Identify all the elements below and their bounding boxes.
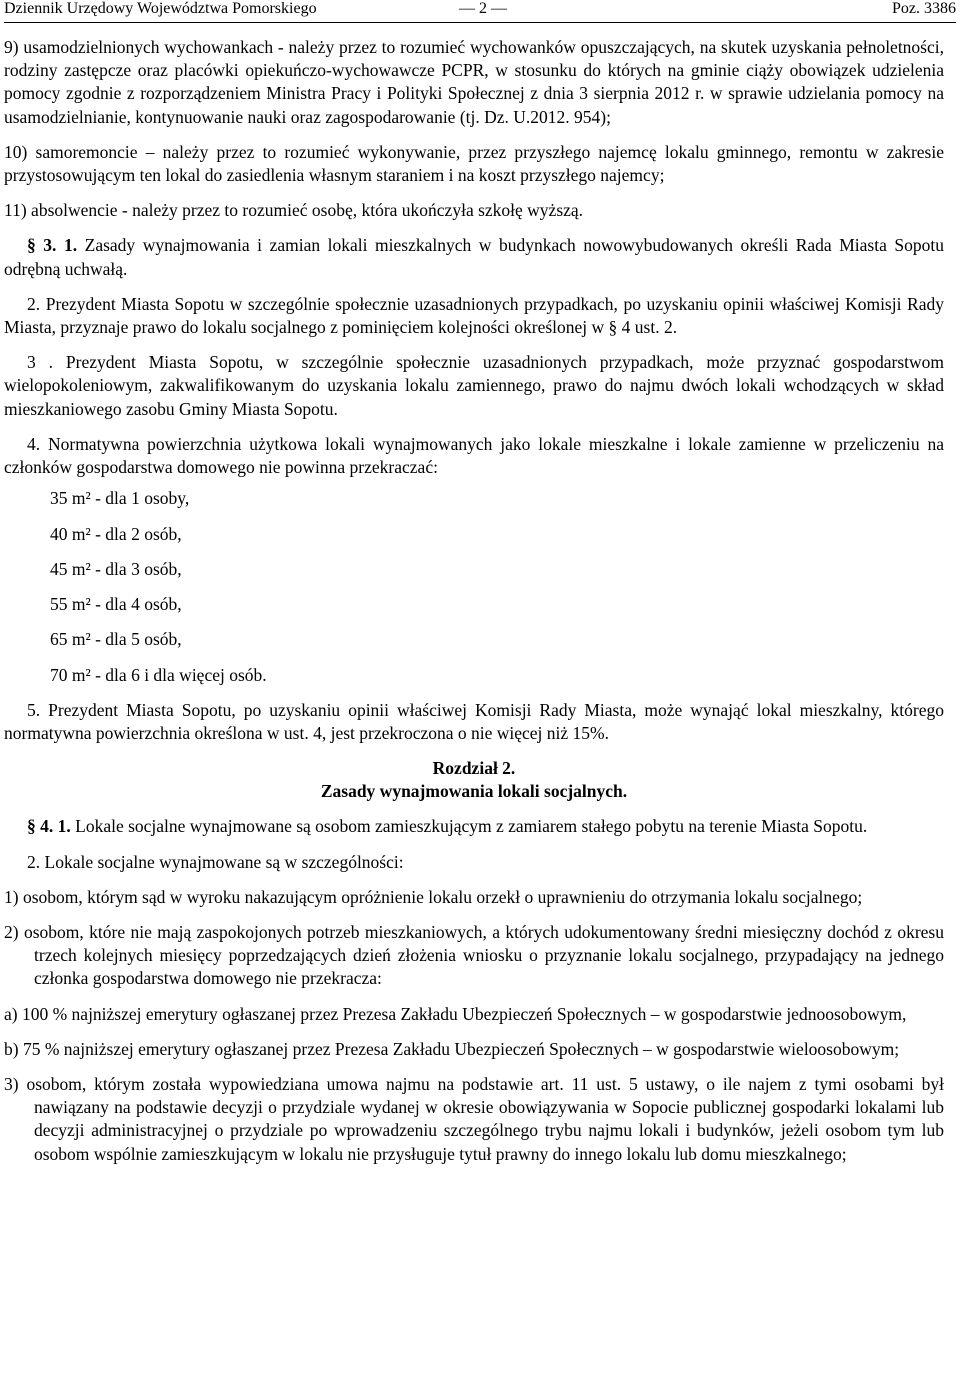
section-3-point-2: 2. Prezydent Miasta Sopotu w szczególnie społecznie uzasadnionych przypadkach, po uzyskaniu opinii właściwej Komisji Rady Miasta, przyznaje prawo do lokalu socjalnego z pominięciem kolejności określonej w § 4 ust. 2. xyxy=(4,293,944,338)
definition-9: 9) usamodzielnionych wychowankach - należy przez to rozumieć wychowanków opuszczających, na skutek uzyskania pełnoletności, rodziny zastępcze oraz placówki opiekuńczo-wychowawcze PCPR, w stosunku do których na gminie ciąży obowiązek udzielenia pomocy zgodnie z rozporządzeniem Ministra Pracy i Polityki Społecznej z dnia 3 sierpnia 2012 r. w sprawie udzielania pomocy na usamodzielnianie, kontynuowanie nauki oraz zagospodarowanie (tj. Dz. U.2012. 954); xyxy=(4,37,944,127)
section-3-point-1 xyxy=(4,234,944,280)
chapter-title: Zasady wynajmowania lokali socjalnych. xyxy=(320,781,628,802)
section-4-point-1-text: Lokale socjalne wynajmowane są osobom zamieszkującym z zamiarem stałego pobytu na terenie Miasta Sopotu. xyxy=(70,816,868,837)
section-3-point-1-text: Zasady wynajmowania i zamian lokali mieszkalnych w budynkach nowowybudowanych określi Rada Miasta Sopotu odrębną uchwałą. xyxy=(4,235,945,279)
section-3-point-5: 5. Prezydent Miasta Sopotu, po uzyskaniu opinii właściwej Komisji Rady Miasta, może wynająć lokal mieszkalny, którego normatywna powierzchnia określona w ust. 4, jest przekroczona o nie więcej niż 15%. xyxy=(4,700,944,744)
header-divider xyxy=(4,22,956,23)
chapter-heading xyxy=(4,757,944,803)
definition-11: 11) absolwencie - należy przez to rozumieć osobę, która ukończyła szkołę wyższą. xyxy=(4,200,584,221)
page-number: — 2 — xyxy=(459,0,507,17)
section-4-point-1 xyxy=(4,815,944,838)
area-norm-item: 65 m² - dla 5 osób, xyxy=(50,629,182,650)
area-norm-item: 55 m² - dla 4 osób, xyxy=(50,594,182,615)
section-4-item-3: 3) osobom, którym została wypowiedziana umowa najmu na podstawie art. 11 ust. 5 ustawy, o ile najem z tymi osobami był nawiązany na podstawie decyzji o przydziale wydanej w okresie obowiązywania w Sopocie publicznej gospodarki lokalami lub decyzji administracyjnej o przydziale po wprowadzeniu szczególnego trybu najmu lokali i budynków, jeżeli osobom tym lub osobom wspólnie zamieszkującym w lokalu nie przysługuje tytuł prawny do innego lokalu lub domu mieszkalnego; xyxy=(4,1074,944,1164)
area-norm-item: 35 m² - dla 1 osoby, xyxy=(50,488,190,509)
section-4-item-2b: b) 75 % najniższej emerytury ogłaszanej przez Prezesa Zakładu Ubezpieczeń Społecznych – w gospodarstwie wieloosobowym; xyxy=(4,1038,900,1059)
area-norm-item: 45 m² - dla 3 osób, xyxy=(50,558,182,579)
area-norms-list xyxy=(50,487,944,686)
chapter-number: Rozdział 2. xyxy=(432,758,516,779)
page-header xyxy=(4,0,956,22)
area-norm-item: 70 m² - dla 6 i dla więcej osób. xyxy=(50,664,267,685)
section-4-point-2: 2. Lokale socjalne wynajmowane są w szczególności: xyxy=(27,851,404,872)
position-number: Poz. 3386 xyxy=(892,0,956,17)
section-4-item-2: 2) osobom, które nie mają zaspokojonych potrzeb mieszkaniowych, a których udokumentowany średni miesięczny dochód z okresu trzech kolejnych miesięcy poprzedzających dzień złożenia wniosku o przyznanie lokalu socjalnego, przypadający na jednego członka gospodarstwa domowego nie przekracza: xyxy=(4,922,944,989)
section-4-item-1: 1) osobom, którym sąd w wyroku nakazującym opróżnienie lokalu orzekł o uprawnieniu do otrzymania lokalu socjalnego; xyxy=(4,886,863,907)
document-body xyxy=(4,36,944,1178)
section-3-point-3: 3 . Prezydent Miasta Sopotu, w szczególnie społecznie uzasadnionych przypadkach, może przyznać gospodarstwom wielopokoleniowym, zakwalifikowanym do uzyskania lokalu zamiennego, prawo do najmu dwóch lokali wchodzących w skład mieszkaniowego zasobu Gminy Miasta Sopotu. xyxy=(4,352,944,419)
section-3-point-4: 4. Normatywna powierzchnia użytkowa lokali wynajmowanych jako lokale mieszkalne i lokale zamienne w przeliczeniu na członków gospodarstwa domowego nie powinna przekraczać: xyxy=(4,433,944,478)
area-norm-item: 40 m² - dla 2 osób, xyxy=(50,523,182,544)
section-3-number: § 3. 1. xyxy=(27,235,78,256)
section-4-number: § 4. 1. xyxy=(27,816,71,837)
journal-title: Dziennik Urzędowy Województwa Pomorskiego xyxy=(4,0,317,17)
definition-10: 10) samoremoncie – należy przez to rozumieć wykonywanie, przez przyszłego najemcę lokalu gminnego, remontu w zakresie przystosowującym ten lokal do zasiedlenia własnym staraniem i na koszt przyszłego najemcy; xyxy=(4,141,944,186)
section-4-item-2a: a) 100 % najniższej emerytury ogłaszanej przez Prezesa Zakładu Ubezpieczeń Społecznych – w gospodarstwie jednoosobowym, xyxy=(4,1003,907,1024)
